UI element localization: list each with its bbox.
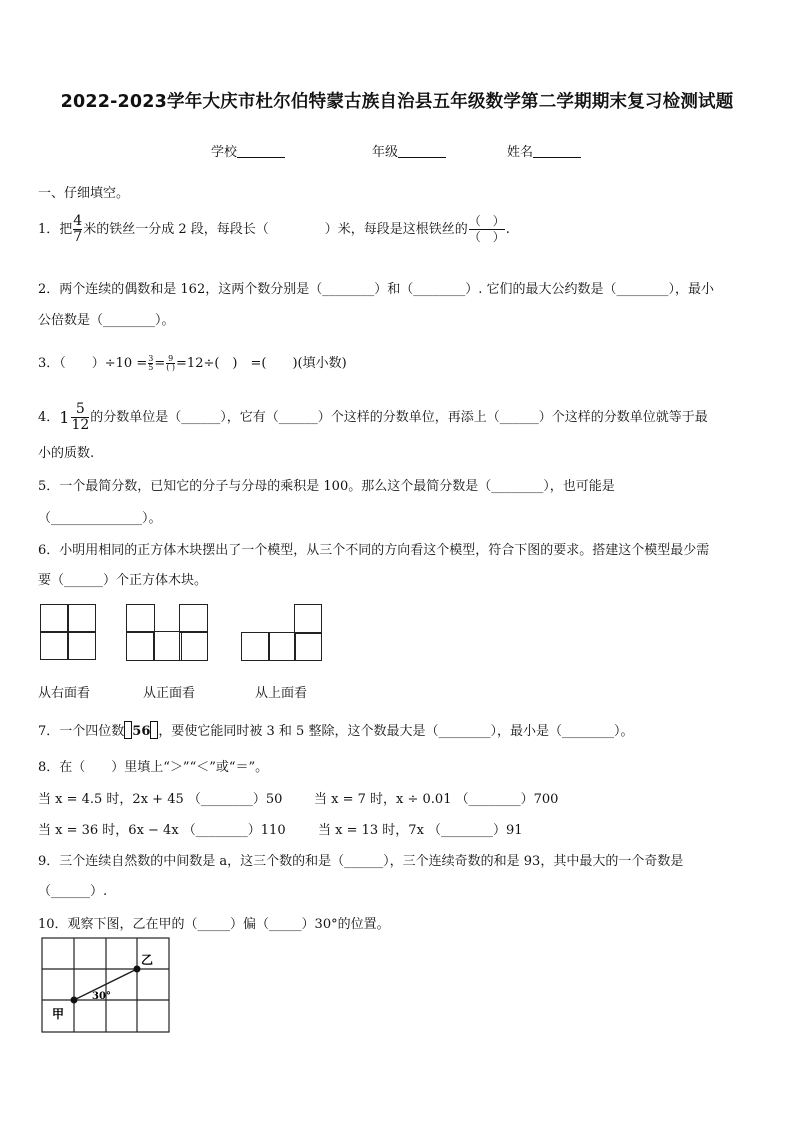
grade-label: 年级 [372,145,399,160]
question-3 [38,352,347,372]
right-view-label: 从右面看 [38,686,91,701]
q1-text-c: ）米，每段是这根铁丝的 [324,222,468,237]
question-4-line-2: 小的质数. [38,446,95,461]
question-6-line-2: 要（______）个正方体木块。 [38,573,208,588]
question-5-line-1: 5．一个最简分数，已知它的分子与分母的乘积是 100。那么这个最简分数是（________），也可能是 [38,479,615,494]
q1-numerator: 4 [73,213,83,229]
question-4 [38,402,708,433]
question-9-line-1: 9．三个连续自然数的中间数是 a，这三个数的和是（______），三个连续奇数的和是 93，其中最大的一个奇数是 [38,854,684,869]
front-view-figure [126,604,208,661]
q4-whole: 1 [59,408,70,427]
grade-field [372,141,446,160]
q3-equals: = [154,356,166,371]
q4-denominator: 12 [71,417,90,433]
label-jia: 甲 [52,1007,65,1021]
name-blank[interactable] [533,143,581,158]
right-view-figure [40,604,96,660]
q3-fraction-1 [148,355,153,372]
label-yi: 乙 [141,953,154,967]
top-view-label: 从上面看 [255,686,308,701]
question-8-row-1a: 当 x = 4.5 时，2x + 45 （________）50 [38,792,283,807]
question-9-line-2: （______）. [38,884,108,899]
point-jia [71,997,78,1004]
q4-text-b: 的分数单位是（______），它有（______）个这样的分数单位，再添上（______）个这样的分数单位就等于最 [90,410,708,425]
front-view-label: 从正面看 [143,686,196,701]
q1-text-a: 1．把 [38,222,73,237]
question-6-line-1: 6．小明用相同的正方体木块摆出了一个模型，从三个不同的方向看这个模型，符合下图的要求。搭建这个模型最少需 [38,543,710,558]
grade-blank[interactable] [398,143,446,158]
question-8-row-2a: 当 x = 36 时，6x − 4x （________）110 [38,823,286,838]
q3-text-b: =12÷( ) =( )(填小数) [176,356,347,371]
q1-text-b: 米的铁丝一分成 2 段，每段长（ [83,222,269,237]
q4-mixed-number [59,402,90,433]
q1-end: . [505,222,510,237]
point-yi [134,966,141,973]
question-2-line-1: 2．两个连续的偶数和是 162，这两个数分别是（________）和（________）. 它们的最大公约数是（________），最小 [38,282,714,297]
question-8-line-1: 8．在（ ）里填上“＞”“＜”或“＝”。 [38,760,269,775]
q3-fraction-2 [166,355,175,372]
q3-f2-num: 9 [168,354,174,363]
school-field [211,141,285,160]
q3-f1-den: 5 [148,363,154,372]
q1-fraction [73,214,82,245]
name-label: 姓名 [507,145,534,160]
q3-f2-den: ( ) [166,363,176,372]
question-2-line-2: 公倍数是（________）。 [38,313,175,328]
q1-paren-den: （ ） [468,230,505,244]
section-heading: 一、仔细填空。 [38,186,130,201]
q1-paren-num: （ ） [468,214,505,228]
q3-text-a: 3．（ ）÷10 = [38,356,148,371]
direction-grid-figure [40,936,172,1034]
question-10: 10．观察下图，乙在甲的（_____）偏（_____）30°的位置。 [38,917,390,932]
q1-answer-fraction[interactable] [469,214,505,245]
question-8-row-1b: 当 x = 7 时，x ÷ 0.01 （________）700 [314,792,559,807]
page-title: 2022-2023学年大庆市杜尔伯特蒙古族自治县五年级数学第二学期期末复习检测试题 [60,92,734,112]
top-view-figure [241,604,322,661]
q1-denominator: 7 [73,229,83,245]
q7-text-a: 7．一个四位数 [38,724,125,739]
angle-label: 30° [92,991,111,1002]
question-1 [38,214,510,245]
question-7 [38,720,633,739]
school-blank[interactable] [237,143,285,158]
q4-numerator: 5 [75,401,85,417]
school-label: 学校 [211,145,238,160]
question-5-line-2: （______________）。 [38,511,162,526]
q3-f1-num: 3 [148,354,154,363]
question-8-row-2b: 当 x = 13 时，7x （________）91 [318,823,523,838]
name-field [507,141,581,160]
q7-text-b: ，要使它能同时被 3 和 5 整除，这个数最大是（________），最小是（________）。 [158,724,634,739]
q4-text-a: 4． [38,410,60,425]
q7-digits: 56 [132,724,151,739]
